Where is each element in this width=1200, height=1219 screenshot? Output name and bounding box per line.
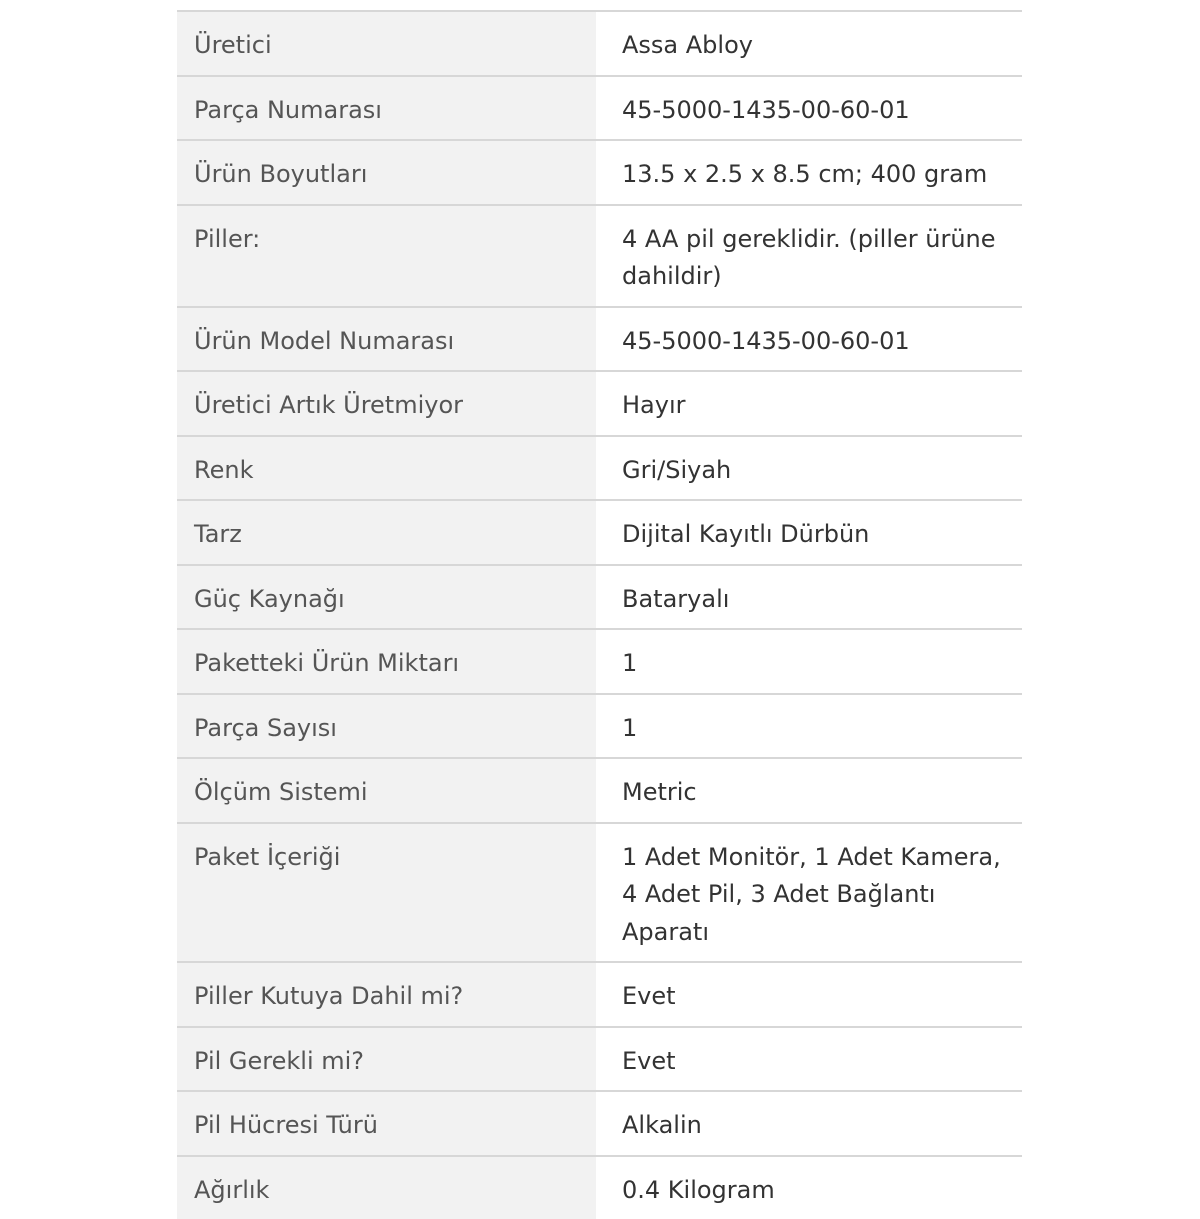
spec-value: Bataryalı: [596, 565, 1022, 630]
spec-value: Assa Abloy: [596, 11, 1022, 76]
spec-row-measurement-system: [177, 758, 1022, 823]
spec-row-package-quantity: [177, 629, 1022, 694]
spec-row-batteries-required: [177, 1027, 1022, 1092]
spec-label: Pil Gerekli mi?: [177, 1027, 596, 1092]
spec-row-color: [177, 436, 1022, 501]
spec-label: Piller:: [177, 205, 596, 307]
spec-value: 0.4 Kilogram: [596, 1156, 1022, 1219]
spec-label: Piller Kutuya Dahil mi?: [177, 962, 596, 1027]
spec-row-dimensions: [177, 140, 1022, 205]
spec-value: Dijital Kayıtlı Dürbün: [596, 500, 1022, 565]
spec-row-model-number: [177, 307, 1022, 372]
spec-label: Ürün Model Numarası: [177, 307, 596, 372]
spec-label: Paketteki Ürün Miktarı: [177, 629, 596, 694]
spec-label: Tarz: [177, 500, 596, 565]
spec-label: Üretici: [177, 11, 596, 76]
spec-label: Parça Sayısı: [177, 694, 596, 759]
spec-label: Pil Hücresi Türü: [177, 1091, 596, 1156]
spec-row-power-source: [177, 565, 1022, 630]
spec-label: Parça Numarası: [177, 76, 596, 141]
spec-row-battery-cell-type: [177, 1091, 1022, 1156]
spec-row-style: [177, 500, 1022, 565]
spec-label: Ağırlık: [177, 1156, 596, 1219]
spec-label: Paket İçeriği: [177, 823, 596, 963]
spec-row-part-number: [177, 76, 1022, 141]
spec-value: 13.5 x 2.5 x 8.5 cm; 400 gram: [596, 140, 1022, 205]
spec-value: 1: [596, 694, 1022, 759]
spec-value: 1: [596, 629, 1022, 694]
spec-row-package-contents: [177, 823, 1022, 963]
spec-row-discontinued: [177, 371, 1022, 436]
spec-value: Evet: [596, 1027, 1022, 1092]
spec-label: Üretici Artık Üretmiyor: [177, 371, 596, 436]
spec-value: Gri/Siyah: [596, 436, 1022, 501]
spec-label: Ürün Boyutları: [177, 140, 596, 205]
spec-row-weight: [177, 1156, 1022, 1219]
spec-label: Renk: [177, 436, 596, 501]
spec-value: Alkalin: [596, 1091, 1022, 1156]
product-spec-table: [177, 10, 1022, 1219]
spec-label: Ölçüm Sistemi: [177, 758, 596, 823]
spec-row-batteries: [177, 205, 1022, 307]
spec-value: Hayır: [596, 371, 1022, 436]
spec-label: Güç Kaynağı: [177, 565, 596, 630]
spec-value: Metric: [596, 758, 1022, 823]
spec-value: 45-5000-1435-00-60-01: [596, 76, 1022, 141]
spec-value: Evet: [596, 962, 1022, 1027]
spec-row-piece-count: [177, 694, 1022, 759]
spec-row-manufacturer: [177, 11, 1022, 76]
spec-value: 45-5000-1435-00-60-01: [596, 307, 1022, 372]
spec-value: 4 AA pil gereklidir. (piller ürüne dahildir): [596, 205, 1022, 307]
spec-value: 1 Adet Monitör, 1 Adet Kamera, 4 Adet Pil, 3 Adet Bağlantı Aparatı: [596, 823, 1022, 963]
spec-row-batteries-included: [177, 962, 1022, 1027]
